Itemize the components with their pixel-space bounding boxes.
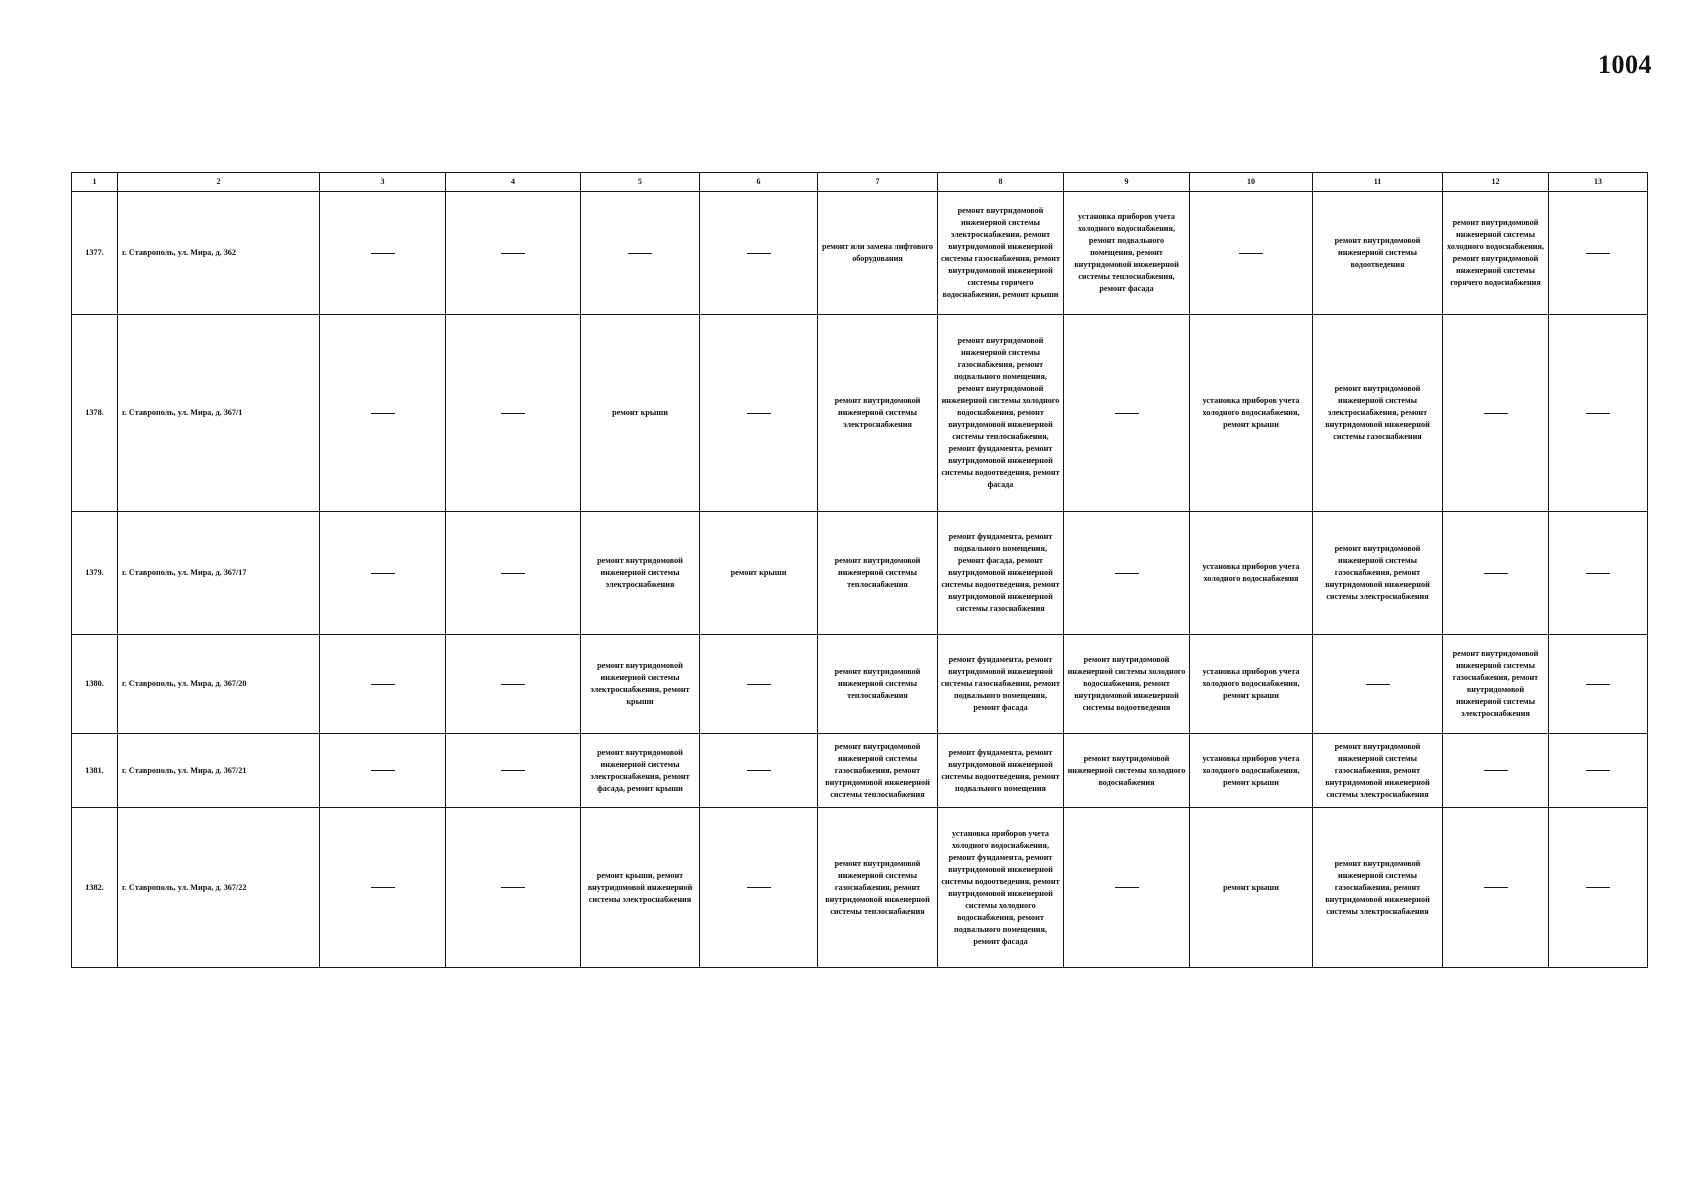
empty-dash bbox=[1484, 573, 1508, 574]
table-row bbox=[72, 635, 1648, 734]
empty-dash bbox=[371, 413, 395, 414]
work-cell-9 bbox=[1064, 808, 1190, 968]
work-cell-10 bbox=[1190, 315, 1313, 512]
row-number-cell bbox=[72, 512, 118, 635]
address-cell bbox=[118, 512, 320, 635]
cell-text: ремонт внутридомовой инженерной системы электроснабжения bbox=[597, 556, 683, 589]
empty-dash bbox=[501, 770, 525, 771]
address-cell bbox=[118, 808, 320, 968]
empty-dash bbox=[501, 684, 525, 685]
work-cell-10 bbox=[1190, 635, 1313, 734]
table-row bbox=[72, 512, 1648, 635]
work-cell-6 bbox=[700, 192, 818, 315]
row-number-cell bbox=[72, 635, 118, 734]
work-cell-5 bbox=[581, 734, 700, 808]
work-cell-13 bbox=[1549, 192, 1648, 315]
table-row bbox=[72, 808, 1648, 968]
header-cell: 5 bbox=[581, 173, 700, 192]
cell-text: ремонт внутридомовой инженерной системы электроснабжения, ремонт внутридомовой инженерной системы газоснабжения bbox=[1325, 384, 1430, 441]
work-cell-13 bbox=[1549, 635, 1648, 734]
empty-dash bbox=[371, 887, 395, 888]
empty-dash bbox=[1115, 573, 1139, 574]
empty-dash bbox=[1586, 887, 1610, 888]
empty-dash bbox=[1586, 770, 1610, 771]
work-cell-7 bbox=[818, 315, 938, 512]
work-cell-10 bbox=[1190, 734, 1313, 808]
cell-text: ремонт внутридомовой инженерной системы холодного водоснабжения, ремонт внутридомовой инженерной системы водоотведения bbox=[1067, 655, 1186, 712]
work-cell-12 bbox=[1443, 734, 1549, 808]
cell-text: г. Ставрополь, ул. Мира, д. 367/17 bbox=[122, 568, 247, 577]
empty-dash bbox=[1366, 684, 1390, 685]
work-cell-9 bbox=[1064, 315, 1190, 512]
work-cell-13 bbox=[1549, 512, 1648, 635]
work-cell-10 bbox=[1190, 512, 1313, 635]
work-cell-4 bbox=[446, 315, 581, 512]
address-cell bbox=[118, 734, 320, 808]
cell-text: ремонт внутридомовой инженерной системы газоснабжения, ремонт внутридомовой инженерной системы электроснабжения bbox=[1325, 741, 1430, 799]
header-cell: 10 bbox=[1190, 173, 1313, 192]
work-cell-7 bbox=[818, 635, 938, 734]
empty-dash bbox=[628, 253, 652, 254]
cell-text: установка приборов учета холодного водоснабжения, ремонт крыши bbox=[1202, 396, 1300, 429]
header-cell: 1 bbox=[72, 173, 118, 192]
work-cell-5 bbox=[581, 192, 700, 315]
work-cell-6 bbox=[700, 315, 818, 512]
empty-dash bbox=[1586, 253, 1610, 254]
empty-dash bbox=[1239, 253, 1263, 254]
work-cell-3 bbox=[320, 315, 446, 512]
work-cell-8 bbox=[938, 734, 1064, 808]
work-cell-4 bbox=[446, 512, 581, 635]
cell-text: 1379. bbox=[85, 568, 104, 577]
header-cell: 4 bbox=[446, 173, 581, 192]
work-cell-5 bbox=[581, 315, 700, 512]
row-number-cell bbox=[72, 315, 118, 512]
cell-text: ремонт внутридомовой инженерной системы электроснабжения, ремонт фасада, ремонт крыши bbox=[590, 747, 690, 793]
work-cell-6 bbox=[700, 808, 818, 968]
work-cell-5 bbox=[581, 635, 700, 734]
work-cell-8 bbox=[938, 512, 1064, 635]
work-cell-5 bbox=[581, 808, 700, 968]
cell-text: ремонт внутридомовой инженерной системы холодного водоснабжения bbox=[1067, 753, 1186, 787]
cell-text: ремонт внутридомовой инженерной системы водоотведения bbox=[1334, 236, 1421, 269]
work-cell-7 bbox=[818, 512, 938, 635]
table-row bbox=[72, 734, 1648, 808]
work-cell-9 bbox=[1064, 635, 1190, 734]
work-cell-11 bbox=[1313, 512, 1443, 635]
empty-dash bbox=[371, 573, 395, 574]
empty-dash bbox=[371, 770, 395, 771]
work-cell-12 bbox=[1443, 512, 1549, 635]
work-cell-10 bbox=[1190, 192, 1313, 315]
empty-dash bbox=[371, 684, 395, 685]
empty-dash bbox=[1484, 887, 1508, 888]
empty-dash bbox=[747, 684, 771, 685]
header-cell: 8 bbox=[938, 173, 1064, 192]
header-cell: 7 bbox=[818, 173, 938, 192]
header-cell: 11 bbox=[1313, 173, 1443, 192]
repair-schedule-table bbox=[71, 172, 1648, 968]
work-cell-4 bbox=[446, 635, 581, 734]
cell-text: 1378. bbox=[85, 408, 104, 417]
cell-text: ремонт внутридомовой инженерной системы холодного водоснабжения, ремонт внутридомовой инженерной системы горячего водоснабжения bbox=[1447, 218, 1544, 287]
cell-text: ремонт фундамента, ремонт подвального помещения, ремонт фасада, ремонт внутридомовой инженерной системы водоотведения, ремонт внутридомовой инженерной системы газоснабжения bbox=[941, 532, 1060, 613]
empty-dash bbox=[1586, 573, 1610, 574]
table-row bbox=[72, 315, 1648, 512]
cell-text: 1380. bbox=[85, 679, 104, 688]
empty-dash bbox=[747, 413, 771, 414]
work-cell-13 bbox=[1549, 808, 1648, 968]
address-cell bbox=[118, 315, 320, 512]
work-cell-4 bbox=[446, 808, 581, 968]
cell-text: г. Ставрополь, ул. Мира, д. 362 bbox=[122, 248, 236, 257]
work-cell-3 bbox=[320, 192, 446, 315]
cell-text: ремонт внутридомовой инженерной системы газоснабжения, ремонт внутридомовой инженерной системы теплоснабжения bbox=[825, 858, 930, 916]
empty-dash bbox=[1115, 413, 1139, 414]
cell-text: 1381. bbox=[85, 765, 104, 775]
header-cell: 6 bbox=[700, 173, 818, 192]
empty-dash bbox=[747, 887, 771, 888]
work-cell-3 bbox=[320, 808, 446, 968]
cell-text: ремонт внутридомовой инженерной системы газоснабжения, ремонт внутридомовой инженерной системы электроснабжения bbox=[1325, 858, 1430, 916]
work-cell-10 bbox=[1190, 808, 1313, 968]
work-cell-13 bbox=[1549, 734, 1648, 808]
work-cell-11 bbox=[1313, 192, 1443, 315]
cell-text: ремонт крыши bbox=[612, 408, 668, 417]
cell-text: ремонт фундамента, ремонт внутридомовой инженерной системы газоснабжения, ремонт подвального помещения, ремонт фасада bbox=[940, 655, 1061, 712]
cell-text: ремонт внутридомовой инженерной системы газоснабжения, ремонт внутридомовой инженерной системы электроснабжения bbox=[1452, 649, 1539, 718]
work-cell-11 bbox=[1313, 734, 1443, 808]
cell-text: ремонт крыши bbox=[730, 568, 787, 577]
row-number-cell bbox=[72, 808, 118, 968]
empty-dash bbox=[501, 887, 525, 888]
empty-dash bbox=[501, 573, 525, 574]
cell-text: ремонт внутридомовой инженерной системы газоснабжения, ремонт подвального помещения, ремонт внутридомовой инженерной системы холодного водоснабжения, ремонт внутридомовой инженерной системы теплоснабжения, ремонт фундамента, ремонт внутридомовой инженерной системы водоотведения, ремонт фасада bbox=[941, 336, 1060, 489]
cell-text: ремонт внутридомовой инженерной системы теплоснабжения bbox=[834, 556, 921, 589]
header-cell: 9 bbox=[1064, 173, 1190, 192]
empty-dash bbox=[1484, 413, 1508, 414]
cell-text: ремонт внутридомовой инженерной системы газоснабжения, ремонт внутридомовой инженерной системы теплоснабжения bbox=[825, 741, 930, 799]
work-cell-6 bbox=[700, 734, 818, 808]
work-cell-12 bbox=[1443, 315, 1549, 512]
work-cell-12 bbox=[1443, 192, 1549, 315]
cell-text: г. Ставрополь, ул. Мира, д. 367/20 bbox=[122, 679, 247, 688]
work-cell-12 bbox=[1443, 808, 1549, 968]
cell-text: ремонт внутридомовой инженерной системы электроснабжения, ремонт крыши bbox=[590, 661, 690, 706]
work-cell-9 bbox=[1064, 192, 1190, 315]
cell-text: установка приборов учета холодного водоснабжения, ремонт фундамента, ремонт внутридомовой инженерной системы водоотведения, ремонт внутридомовой инженерной системы холодного водоснабжения, ремонт подвального помещения, ремонт фасада bbox=[941, 828, 1060, 946]
cell-text: г. Ставрополь, ул. Мира, д. 367/21 bbox=[122, 765, 247, 775]
empty-dash bbox=[1115, 887, 1139, 888]
header-row bbox=[72, 173, 1648, 192]
empty-dash bbox=[501, 253, 525, 254]
cell-text: ремонт внутридомовой инженерной системы электроснабжения, ремонт внутридомовой инженерной системы газоснабжения, ремонт внутридомовой инженерной системы горячего водоснабжения, ремонт крыши bbox=[940, 206, 1061, 299]
work-cell-7 bbox=[818, 734, 938, 808]
cell-text: установка приборов учета холодного водоснабжения, ремонт крыши bbox=[1202, 667, 1300, 700]
work-cell-7 bbox=[818, 192, 938, 315]
cell-text: ремонт фундамента, ремонт внутридомовой инженерной системы водоотведения, ремонт подвального помещения bbox=[941, 747, 1060, 793]
work-cell-12 bbox=[1443, 635, 1549, 734]
empty-dash bbox=[1586, 684, 1610, 685]
page-number: 1004 bbox=[1598, 50, 1652, 79]
cell-text: г. Ставрополь, ул. Мира, д. 367/1 bbox=[122, 408, 243, 417]
work-cell-11 bbox=[1313, 315, 1443, 512]
work-cell-9 bbox=[1064, 734, 1190, 808]
cell-text: установка приборов учета холодного водоснабжения, ремонт крыши bbox=[1202, 753, 1300, 787]
row-number-cell bbox=[72, 734, 118, 808]
cell-text: ремонт или замена лифтового оборудования bbox=[822, 242, 933, 263]
work-cell-13 bbox=[1549, 315, 1648, 512]
work-cell-8 bbox=[938, 808, 1064, 968]
cell-text: ремонт крыши, ремонт внутридомовой инженерной системы электроснабжения bbox=[587, 870, 693, 904]
work-cell-7 bbox=[818, 808, 938, 968]
table-row bbox=[72, 192, 1648, 315]
header-cell: 2 bbox=[118, 173, 320, 192]
address-cell bbox=[118, 635, 320, 734]
empty-dash bbox=[747, 770, 771, 771]
empty-dash bbox=[501, 413, 525, 414]
empty-dash bbox=[371, 253, 395, 254]
cell-text: установка приборов учета холодного водоснабжения, ремонт подвального помещения, ремонт внутридомовой инженерной системы теплоснабжения, ремонт фасада bbox=[1074, 212, 1179, 293]
work-cell-4 bbox=[446, 734, 581, 808]
empty-dash bbox=[747, 253, 771, 254]
cell-text: ремонт внутридомовой инженерной системы теплоснабжения bbox=[834, 667, 921, 700]
work-cell-6 bbox=[700, 512, 818, 635]
work-cell-8 bbox=[938, 315, 1064, 512]
cell-text: 1382. bbox=[85, 882, 104, 892]
work-cell-11 bbox=[1313, 808, 1443, 968]
work-cell-6 bbox=[700, 635, 818, 734]
row-number-cell bbox=[72, 192, 118, 315]
work-cell-3 bbox=[320, 734, 446, 808]
header-cell: 12 bbox=[1443, 173, 1549, 192]
header-cell: 13 bbox=[1549, 173, 1648, 192]
empty-dash bbox=[1586, 413, 1610, 414]
empty-dash bbox=[1484, 770, 1508, 771]
work-cell-3 bbox=[320, 635, 446, 734]
cell-text: ремонт крыши bbox=[1223, 882, 1279, 892]
cell-text: ремонт внутридомовой инженерной системы электроснабжения bbox=[834, 396, 921, 429]
header-cell: 3 bbox=[320, 173, 446, 192]
address-cell bbox=[118, 192, 320, 315]
cell-text: установка приборов учета холодного водоснабжения bbox=[1202, 562, 1300, 583]
work-cell-11 bbox=[1313, 635, 1443, 734]
work-cell-4 bbox=[446, 192, 581, 315]
cell-text: г. Ставрополь, ул. Мира, д. 367/22 bbox=[122, 882, 247, 892]
work-cell-8 bbox=[938, 192, 1064, 315]
cell-text: ремонт внутридомовой инженерной системы газоснабжения, ремонт внутридомовой инженерной системы электроснабжения bbox=[1325, 544, 1430, 601]
cell-text: 1377. bbox=[85, 248, 104, 257]
work-cell-5 bbox=[581, 512, 700, 635]
table-body bbox=[72, 192, 1648, 968]
work-cell-8 bbox=[938, 635, 1064, 734]
work-cell-9 bbox=[1064, 512, 1190, 635]
work-cell-3 bbox=[320, 512, 446, 635]
